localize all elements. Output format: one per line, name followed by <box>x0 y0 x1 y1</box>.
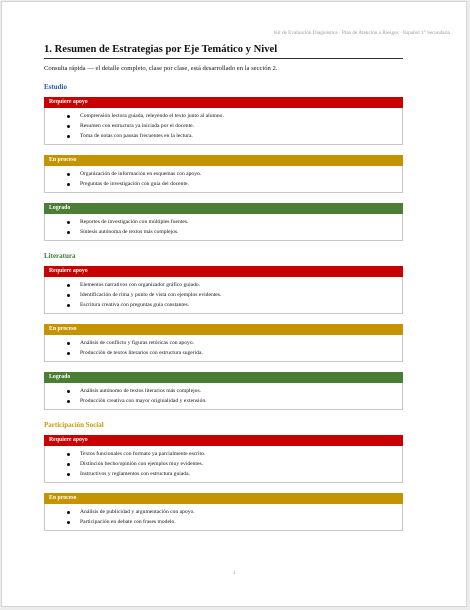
list-item-text: Identificación de rima y punto de vista con ejemplos evidentes. <box>80 292 222 298</box>
axes-container <box>44 83 403 531</box>
list-item-text: Comprensión lectora guiada, releyendo el texto junto al alumno. <box>80 113 224 119</box>
axis-title: Participación Social <box>44 421 104 429</box>
bullet-icon <box>67 125 70 128</box>
level-section <box>44 493 403 531</box>
list-item <box>45 217 402 227</box>
list-item-text: Reportes de investigación con múltiples fuentes. <box>80 219 189 225</box>
bullet-icon <box>67 473 70 476</box>
list-item <box>45 290 402 300</box>
list-item <box>45 517 402 527</box>
list-item <box>45 300 402 310</box>
list-item-text: Análisis de publicidad y argumentación con apoyo. <box>80 509 195 515</box>
document-page <box>1 1 467 607</box>
list-item <box>45 386 402 396</box>
level-body <box>44 446 403 483</box>
bullet-icon <box>67 115 70 118</box>
level-section <box>44 97 403 145</box>
list-item <box>45 507 402 517</box>
bullet-icon <box>67 390 70 393</box>
bullet-icon <box>67 183 70 186</box>
bullet-icon <box>67 135 70 138</box>
list-item-text: Participación en debate con frases modelo. <box>80 519 176 525</box>
list-item-text: Elementos narrativos con organizador gráfico guiado. <box>80 282 201 288</box>
level-body <box>44 277 403 314</box>
level-header: Logrado <box>44 372 403 383</box>
level-section <box>44 203 403 241</box>
level-body <box>44 166 403 193</box>
level-header: En proceso <box>44 324 403 335</box>
list-item <box>45 469 402 479</box>
level-section <box>44 372 403 410</box>
axis-title: Literatura <box>44 252 76 260</box>
bullet-icon <box>67 304 70 307</box>
level-section <box>44 266 403 314</box>
page-content <box>44 44 403 531</box>
list-item <box>45 121 402 131</box>
level-header: En proceso <box>44 493 403 504</box>
bullet-icon <box>67 511 70 514</box>
list-item <box>45 396 402 406</box>
list-item-text: Producción creativa con mayor originalidad y extensión. <box>80 398 207 404</box>
bullet-icon <box>67 284 70 287</box>
bullet-icon <box>67 342 70 345</box>
page-number: 4 <box>232 571 236 576</box>
list-item <box>45 459 402 469</box>
level-section <box>44 435 403 483</box>
list-item <box>45 449 402 459</box>
list-item-text: Escritura creativa con preguntas guía constantes. <box>80 302 190 308</box>
intro-paragraph: Consulta rápida — el detalle completo, clase por clase, está desarrollado en la sección 2. <box>44 65 278 72</box>
list-item-text: Análisis autónomo de textos literarios más complejos. <box>80 388 202 394</box>
bullet-icon <box>67 521 70 524</box>
axis-title: Estudio <box>44 83 67 91</box>
level-body <box>44 335 403 362</box>
list-item <box>45 169 402 179</box>
level-header: Requiere apoyo <box>44 97 403 108</box>
level-section <box>44 155 403 193</box>
bullet-icon <box>67 453 70 456</box>
list-item-text: Organización de información en esquemas con apoyo. <box>80 171 202 177</box>
list-item-text: Textos funcionales con formato ya parcialmente escrito. <box>80 451 206 457</box>
list-item-text: Instructivos y reglamentos con estructura guiada. <box>80 471 190 477</box>
level-body <box>44 504 403 531</box>
list-item <box>45 179 402 189</box>
level-body <box>44 108 403 145</box>
bullet-icon <box>67 463 70 466</box>
running-header: Kit de Evaluación Diagnóstica · Plan de Atención a Riesgos · Español 1° Secundaria <box>274 30 450 36</box>
level-header: En proceso <box>44 155 403 166</box>
bullet-icon <box>67 294 70 297</box>
page-title: 1. Resumen de Estrategias por Eje Temático y Nivel <box>44 44 403 59</box>
list-item <box>45 131 402 141</box>
bullet-icon <box>67 231 70 234</box>
list-item-text: Preguntas de investigación con guía del docente. <box>80 181 189 187</box>
level-body <box>44 383 403 410</box>
list-item-text: Producción de textos literarios con estructura sugerida. <box>80 350 203 356</box>
list-item-text: Síntesis autónoma de textos más complejos. <box>80 229 179 235</box>
level-header: Logrado <box>44 203 403 214</box>
list-item <box>45 280 402 290</box>
bullet-icon <box>67 352 70 355</box>
list-item-text: Distinción hecho/opinión con ejemplos muy evidentes. <box>80 461 204 467</box>
list-item-text: Toma de notas con pausas frecuentes en la lectura. <box>80 133 193 139</box>
list-item <box>45 348 402 358</box>
list-item <box>45 111 402 121</box>
bullet-icon <box>67 173 70 176</box>
level-header: Requiere apoyo <box>44 435 403 446</box>
list-item <box>45 227 402 237</box>
list-item-text: Resumen con estructura ya iniciada por el docente. <box>80 123 195 129</box>
level-header: Requiere apoyo <box>44 266 403 277</box>
bullet-icon <box>67 221 70 224</box>
level-section <box>44 324 403 362</box>
bullet-icon <box>67 400 70 403</box>
level-body <box>44 214 403 241</box>
list-item <box>45 338 402 348</box>
list-item-text: Análisis de conflicto y figuras retóricas con apoyo. <box>80 340 195 346</box>
